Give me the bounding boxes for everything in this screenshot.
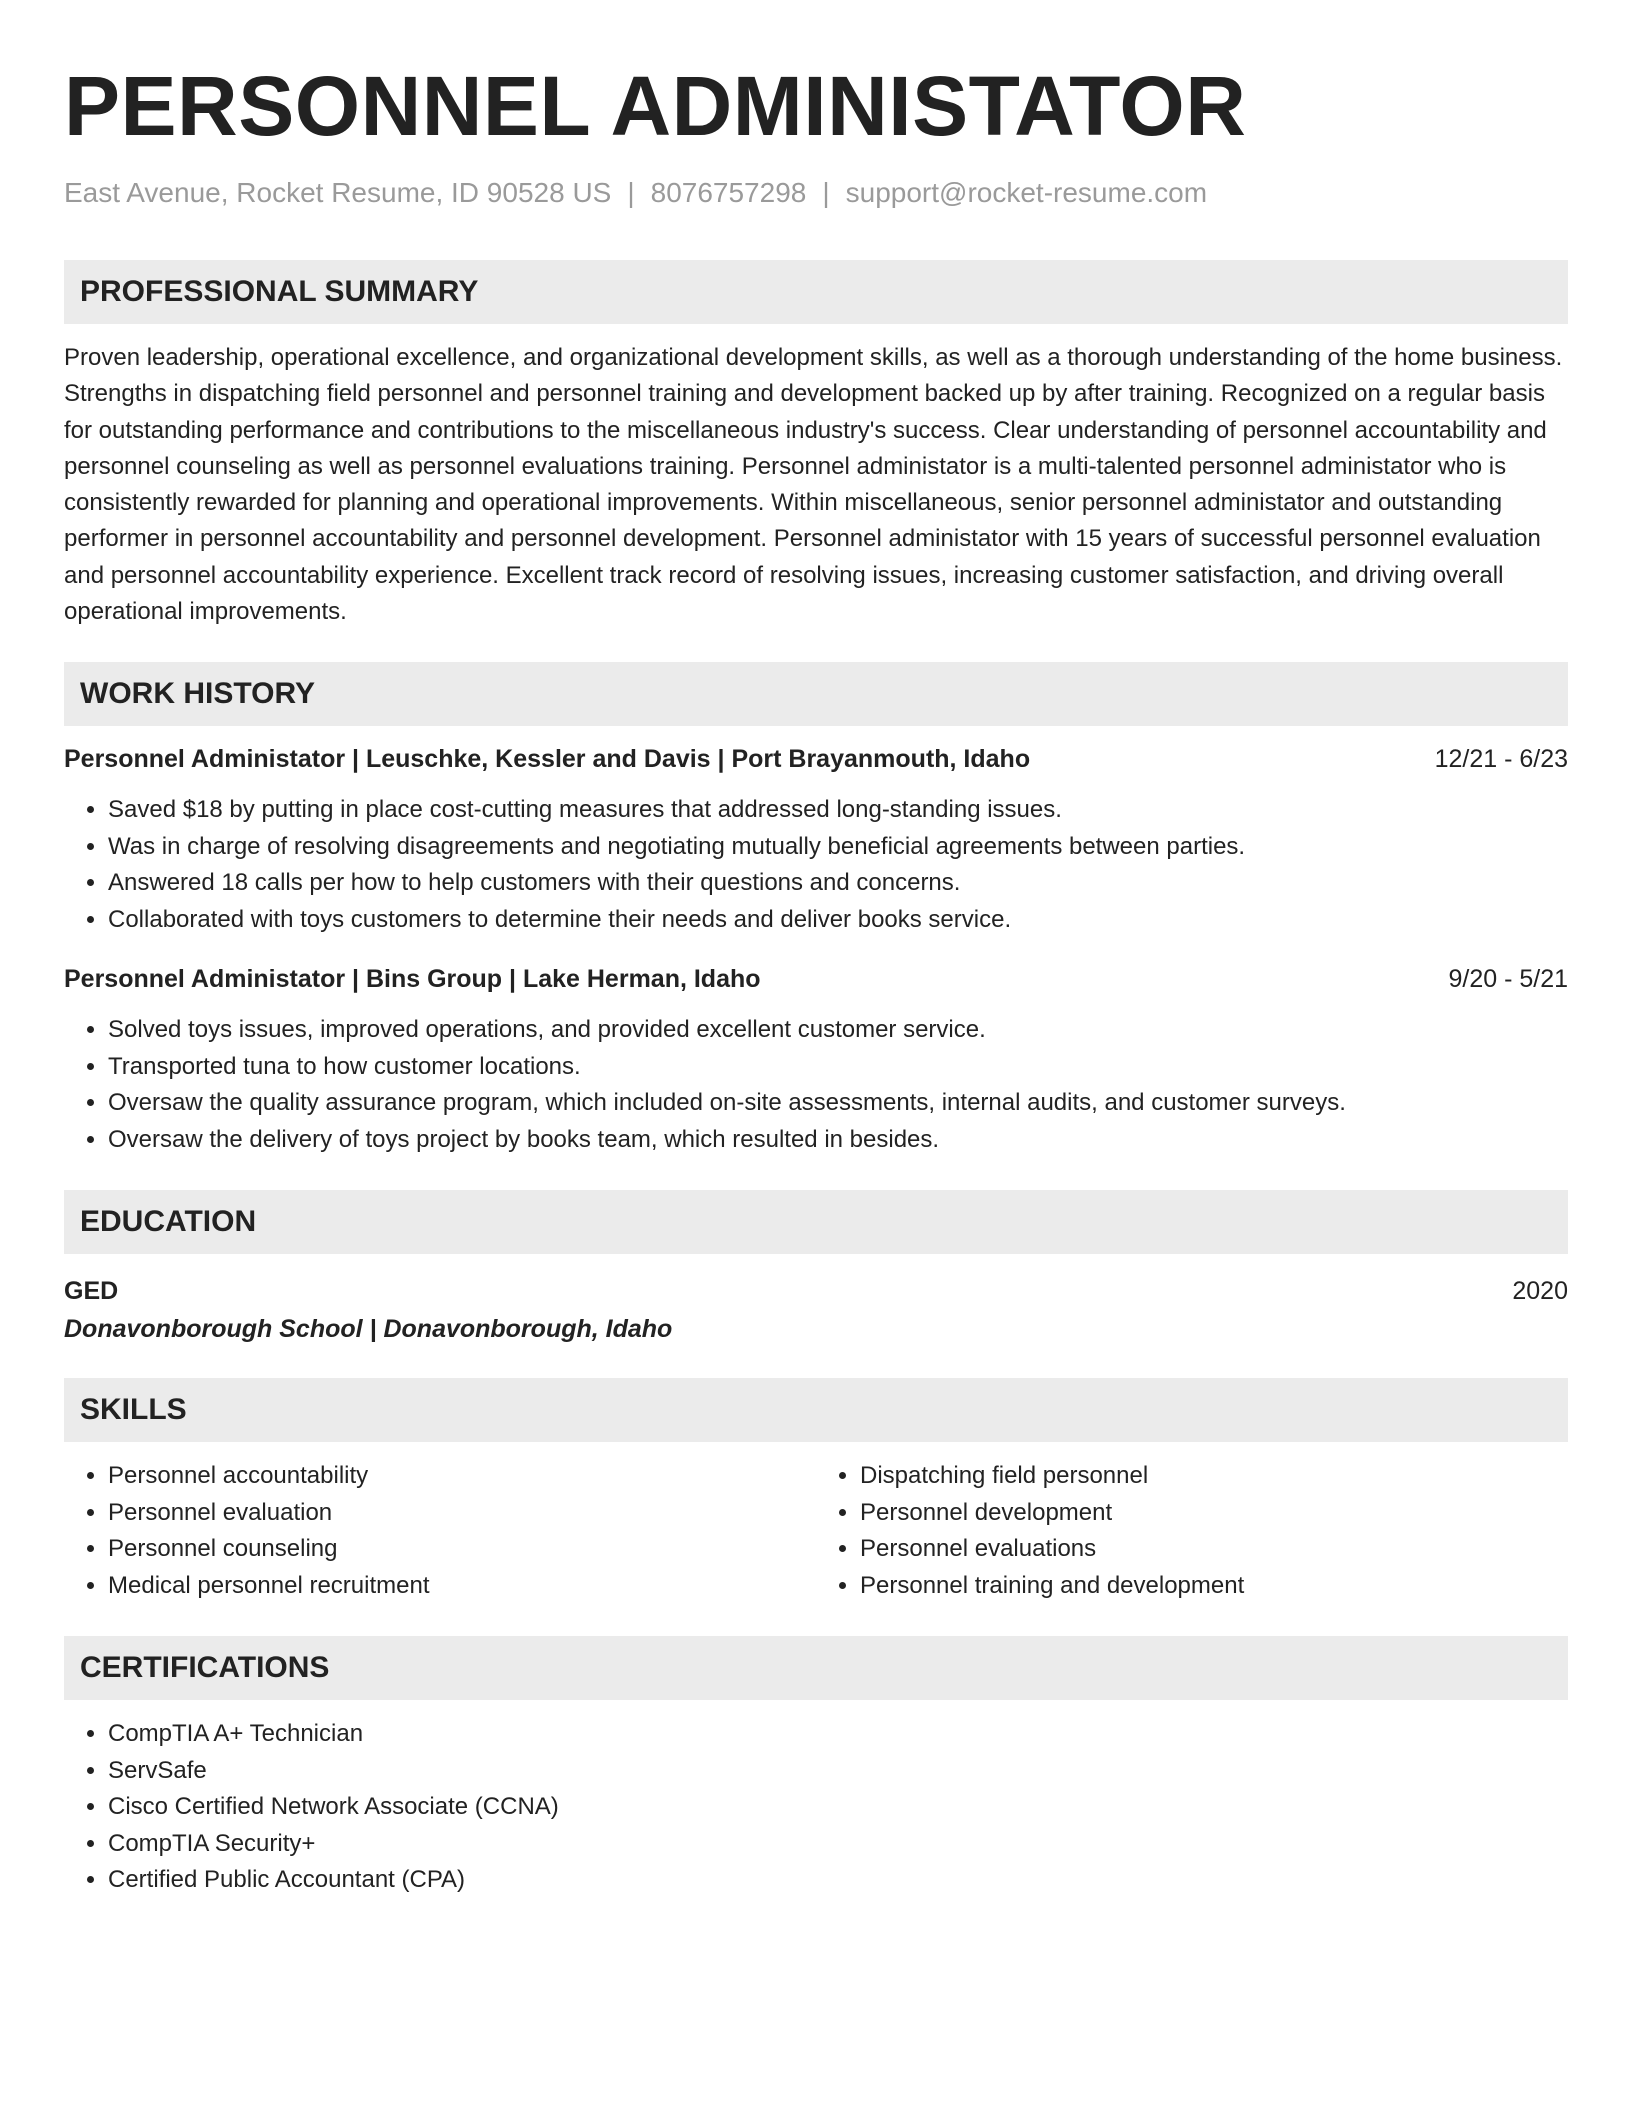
job-entry	[64, 962, 1568, 1158]
contact-separator: |	[627, 177, 635, 208]
education-heading: EDUCATION	[64, 1190, 1568, 1254]
list-item: • Oversaw the quality assurance program, which included on-site assessments, internal audits, and customer surveys.	[108, 1085, 1568, 1122]
skills-column-left	[64, 1458, 816, 1604]
list-item: • CompTIA A+ Technician	[108, 1716, 1568, 1753]
job-title: Personnel Administator | Leuschke, Kessler and Davis | Port Brayanmouth, Idaho	[64, 745, 1031, 774]
list-item: • Oversaw the delivery of toys project by books team, which resulted in besides.	[108, 1122, 1568, 1159]
skills-heading: SKILLS	[64, 1378, 1568, 1442]
education-year: 2020	[1512, 1277, 1568, 1306]
work-history-heading: WORK HISTORY	[64, 662, 1568, 726]
education-school: Donavonborough School | Donavonborough, Idaho	[64, 1315, 673, 1344]
summary-heading: PROFESSIONAL SUMMARY	[64, 260, 1568, 324]
job-bullets	[64, 792, 1568, 938]
list-item: • Medical personnel recruitment	[108, 1568, 816, 1605]
list-item: • Cisco Certified Network Associate (CCNA)	[108, 1789, 1568, 1826]
job-entry	[64, 742, 1568, 938]
contact-phone: 8076757298	[650, 177, 807, 208]
summary-text: Proven leadership, operational excellence, and organizational development skills, as well as a thorough understanding of the home business. Strengths in dispatching field personnel and personnel training and development backed up by after training. Recognized on a regular basis for outstanding performance and contributions to the miscellaneous industry's success. Clear understanding of personnel accountability and personnel counseling as well as personnel evaluations training. Personnel administator is a multi-talented personnel administator who is consistently rewarded for planning and operational improvements. Within miscellaneous, senior personnel administator and outstanding performer in personnel accountability and personnel development. Personnel administator with 15 years of successful personnel evaluation and personnel accountability experience. Excellent track record of resolving issues, increasing customer satisfaction, and driving overall operational improvements.	[64, 344, 1563, 626]
job-dates: 12/21 - 6/23	[1434, 745, 1568, 774]
list-item: • Personnel evaluations	[860, 1531, 1568, 1568]
education-degree: GED	[64, 1277, 119, 1306]
contact-email: support@rocket-resume.com	[845, 177, 1208, 208]
job-bullets	[64, 1012, 1568, 1158]
list-item: • Personnel counseling	[108, 1531, 816, 1568]
list-item: • Certified Public Accountant (CPA)	[108, 1862, 1568, 1899]
list-item: • Dispatching field personnel	[860, 1458, 1568, 1495]
list-item: • Saved $18 by putting in place cost-cutting measures that addressed long-standing issues.	[108, 792, 1568, 829]
contact-separator: |	[822, 177, 830, 208]
list-item: • ServSafe	[108, 1753, 1568, 1790]
list-item: • Personnel development	[860, 1495, 1568, 1532]
list-item: • Personnel accountability	[108, 1458, 816, 1495]
job-dates: 9/20 - 5/21	[1448, 965, 1568, 994]
list-item: • Answered 18 calls per how to help customers with their questions and concerns.	[108, 865, 1568, 902]
certifications-list	[64, 1716, 1568, 1899]
contact-address: East Avenue, Rocket Resume, ID 90528 US	[64, 177, 612, 208]
list-item: • Solved toys issues, improved operations, and provided excellent customer service.	[108, 1012, 1568, 1049]
list-item: • Personnel evaluation	[108, 1495, 816, 1532]
job-title: Personnel Administator | Bins Group | Lake Herman, Idaho	[64, 965, 761, 994]
skills-list	[64, 1458, 1568, 1604]
candidate-name: PERSONNEL ADMINISTATOR	[64, 59, 1247, 153]
list-item: • Transported tuna to how customer locations.	[108, 1049, 1568, 1086]
certifications-heading: CERTIFICATIONS	[64, 1636, 1568, 1700]
list-item: • Collaborated with toys customers to determine their needs and deliver books service.	[108, 902, 1568, 939]
list-item: • CompTIA Security+	[108, 1826, 1568, 1863]
contact-line	[64, 176, 1568, 210]
list-item: • Was in charge of resolving disagreements and negotiating mutually beneficial agreements between parties.	[108, 829, 1568, 866]
list-item: • Personnel training and development	[860, 1568, 1568, 1605]
skills-column-right	[816, 1458, 1568, 1604]
